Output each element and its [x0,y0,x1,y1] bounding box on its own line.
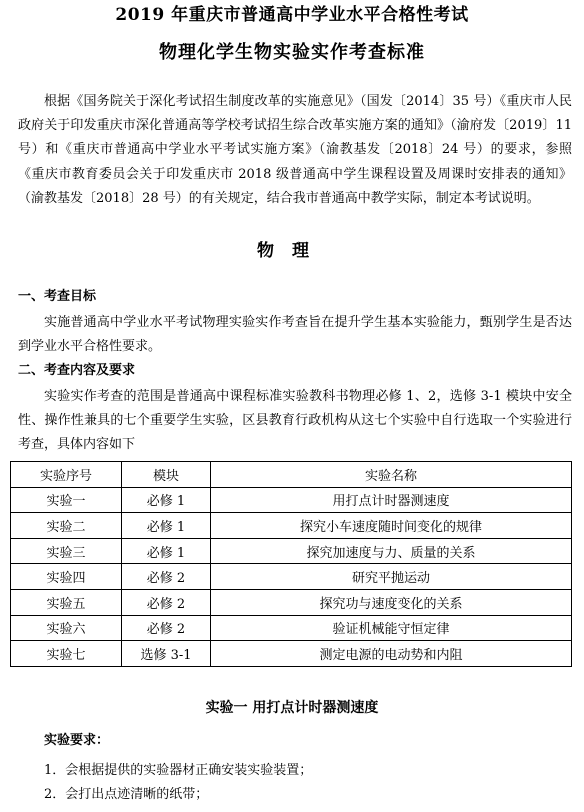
table-cell: 实验二 [11,513,122,539]
subject-title: 物理 [257,241,327,261]
section1-heading: 一、考查目标 [18,289,97,304]
table-row [11,564,572,590]
table-header-cell: 模块 [122,462,211,488]
document-title: 2019 年重庆市普通高中学业水平合格性考试 [115,5,469,25]
table-cell: 探究小车速度随时间变化的规律 [211,513,572,539]
table-header-cell: 实验序号 [11,462,122,488]
table-cell: 用打点计时器测速度 [211,487,572,513]
section2-heading: 二、考查内容及要求 [18,363,136,378]
experiment1-title: 实验一 用打点计时器测速度 [205,700,379,716]
table-header-cell: 实验名称 [211,462,572,488]
table-cell: 验证机械能守恒定律 [211,615,572,641]
table-cell: 研究平抛运动 [211,564,572,590]
table-cell: 实验四 [11,564,122,590]
table-row [11,589,572,615]
table-cell: 实验一 [11,487,122,513]
intro-paragraph: 根据《国务院关于深化考试招生制度改革的实施意见》（国发〔2014〕35 号）《重庆市人民政府关于印发重庆市深化普通高等学校考试招生综合改革实施方案的通知》（渝府发〔2019〕11 号）和《重庆市普通高中学业水平考试实施方案》（渝教基发〔2018〕24 号）的要求，参照《重庆市教育委员会关于印发重庆市 2018 级普通高中学生课程设置及周课时安排表的通知》（渝教基发〔2018〕28 号）的有关规定，结合我市普通高中教学实际，制定本考试说明。 [18,94,572,206]
table-cell: 选修 3-1 [122,641,211,667]
table-row [11,487,572,513]
table-cell: 实验七 [11,641,122,667]
requirements-label: 实验要求： [44,733,110,748]
section1-text: 实施普通高中学业水平考试物理实验实作考查旨在提升学生基本实验能力，甄别学生是否达到学业水平合格性要求。 [18,315,572,355]
table-cell: 必修 2 [122,589,211,615]
table-cell: 实验六 [11,615,122,641]
table-row [11,513,572,539]
table-cell: 实验三 [11,538,122,564]
table-cell: 必修 1 [122,513,211,539]
table-cell: 必修 1 [122,538,211,564]
table-cell: 探究加速度与力、质量的关系 [211,538,572,564]
table-cell: 测定电源的电动势和内阻 [211,641,572,667]
table-cell: 探究功与速度变化的关系 [211,589,572,615]
table-cell: 必修 2 [122,564,211,590]
table-cell: 必修 1 [122,487,211,513]
table-cell: 必修 2 [122,615,211,641]
table-row [11,538,572,564]
requirement-item: 2．会打出点迹清晰的纸带； [44,787,209,802]
section2-text: 实验实作考查的范围是普通高中课程标准实验教科书物理必修 1、2，选修 3-1 模块中安全性、操作性兼具的七个重要学生实验，区县教育行政机构从这七个实验中自行选取一个实验进行考查，具体内容如下 [18,389,572,453]
document-subtitle: 物理化学生物实验实作考查标准 [159,42,425,63]
table-row [11,641,572,667]
table-cell: 实验五 [11,589,122,615]
requirement-item: 1．会根据提供的实验器材正确安装实验装置； [44,763,313,778]
experiment-table [10,461,572,667]
table-header-row [11,462,572,488]
table-row [11,615,572,641]
